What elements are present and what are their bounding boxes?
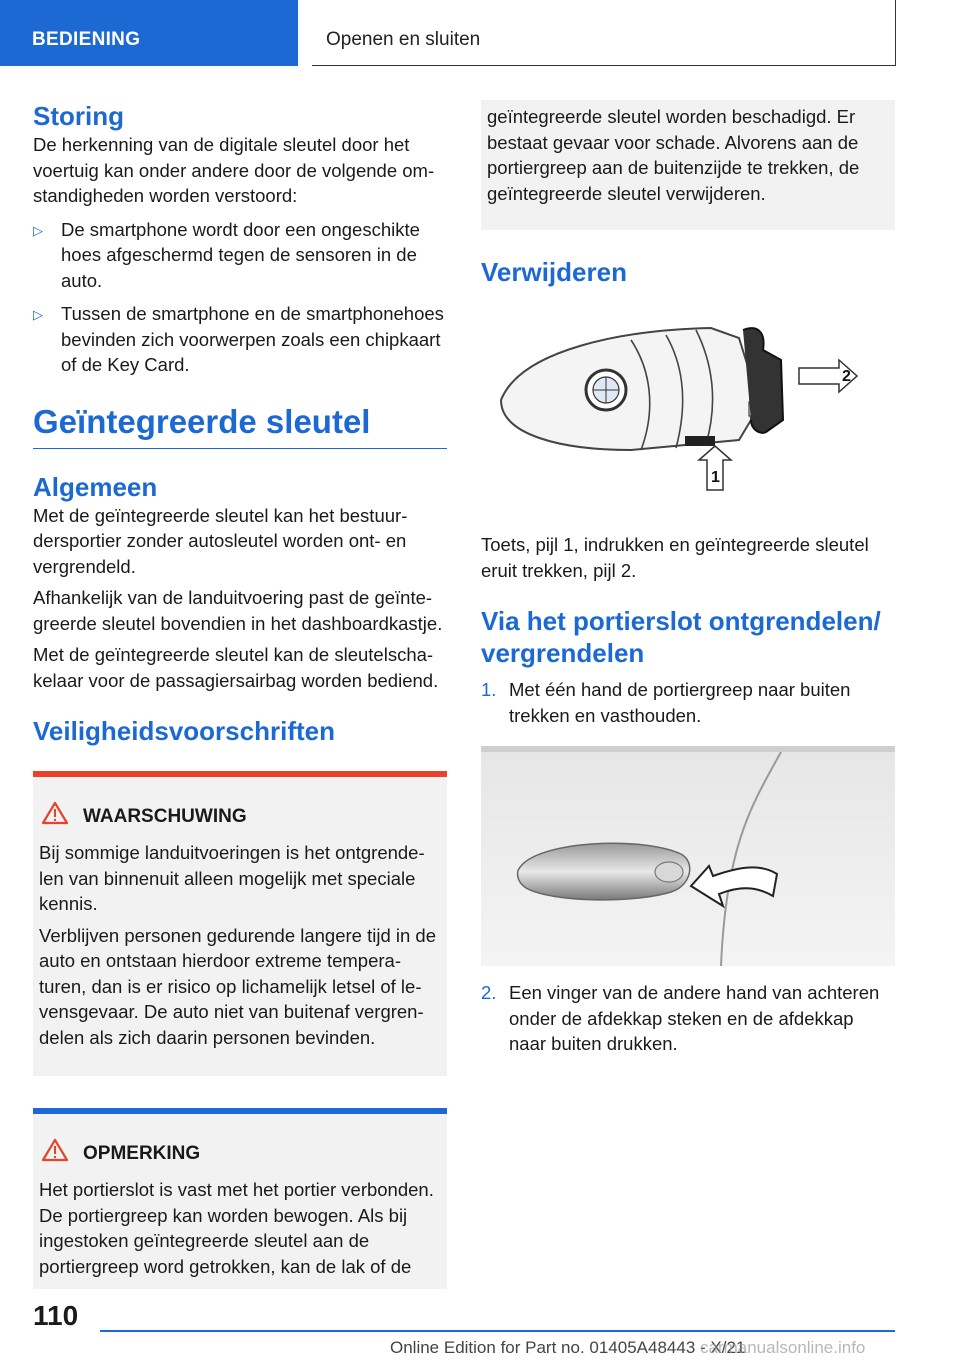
page-number: 110 bbox=[33, 1300, 79, 1331]
key-removal-figure bbox=[481, 310, 895, 510]
footer-watermark: carmanualsonline.info bbox=[700, 1338, 866, 1357]
warning-triangle-icon bbox=[41, 1138, 71, 1169]
algemeen-heading: Algemeen bbox=[33, 471, 158, 502]
key-fob-illustration bbox=[481, 310, 895, 510]
note-box-continued bbox=[481, 100, 895, 230]
veiligheid-heading: Veiligheidsvoorschriften bbox=[33, 716, 335, 746]
note-title: OPMERKING bbox=[39, 1138, 441, 1169]
note-text: geïntegreerde sleutel worden beschadigd. Er bestaat gevaar voor schade. Alvorens aan de portiergreep aan de buitenzijde te trekken, de geïntegreerde sleutel verwijderen. bbox=[487, 106, 860, 204]
right-column bbox=[481, 100, 895, 1065]
storing-list bbox=[33, 217, 447, 378]
list-item: 1. Met één hand de portiergreep naar buiten trekken en vasthouden. bbox=[481, 679, 851, 726]
steps-list bbox=[481, 677, 895, 728]
steps-list bbox=[481, 980, 895, 1057]
list-item: 2. Een vinger van de andere hand van achteren onder de afdekkap steken en de afdekkap naar buiten drukken. bbox=[481, 982, 880, 1054]
chapter-title: Geïntegreerde sleutel bbox=[33, 402, 447, 449]
verwijderen-heading: Verwijderen bbox=[481, 257, 627, 287]
note-box bbox=[33, 1108, 447, 1289]
arrow-label-2: 2 bbox=[842, 368, 851, 385]
warning-text: Verblijven personen gedurende langere tijd in de auto en ontstaan hierdoor extreme temperaturen, dan is er risico op lichamelijk letsel of levensgevaar. De auto niet van buitenaf vergrendelen als zich daarin personen bevinden. bbox=[39, 924, 437, 1048]
warning-triangle-icon bbox=[41, 801, 71, 832]
triangle-bullet-icon: ▷ bbox=[33, 307, 43, 322]
page-header bbox=[0, 0, 960, 66]
note-text: Het portierslot is vast met het portier verbonden. De portiergreep kan worden bewogen. Als bij ingestoken geïntegreerde sleutel aan de portiergreep word getrokken, kan de lak of de bbox=[39, 1179, 434, 1277]
footer-edition: Online Edition for Part no. 01405A48443 - X/21 bbox=[390, 1338, 746, 1357]
warning-title: WAARSCHUWING bbox=[39, 801, 441, 832]
section-tab: BEDIENING bbox=[0, 0, 298, 66]
storing-intro: De herkenning van de digitale sleutel door het voertuig kan onder andere door de volgende omstandigheden worden verstoord: bbox=[33, 134, 435, 206]
portierslot-heading: Via het portierslot ontgrendelen/ vergrendelen bbox=[481, 606, 881, 668]
door-handle-figure bbox=[481, 746, 895, 966]
arrow-label-1: 1 bbox=[711, 469, 720, 486]
triangle-bullet-icon: ▷ bbox=[33, 222, 43, 238]
chapter-tab: Openen en sluiten bbox=[312, 0, 896, 66]
storing-heading: Storing bbox=[33, 101, 124, 131]
algemeen-paragraph: Met de geïntegreerde sleutel kan de sleutelschakelaar voor de passagiersairbag worden bediend. bbox=[33, 644, 439, 691]
footer-divider bbox=[100, 1330, 895, 1332]
list-item: ▷ Tussen de smartphone en de smartphonehoes bevinden zich voorwerpen zoals een chipkaart of de Key Card. bbox=[33, 303, 444, 375]
left-column bbox=[33, 100, 447, 1289]
verwijderen-caption: Toets, pijl 1, indrukken en geïntegreerde sleutel eruit trekken, pijl 2. bbox=[481, 534, 869, 581]
warning-text: Bij sommige landuitvoeringen is het ontgrendelen van binnenuit alleen mogelijk met speciale kennis. bbox=[39, 842, 425, 914]
warning-box bbox=[33, 771, 447, 1076]
algemeen-paragraph: Afhankelijk van de landuitvoering past de geïntegreerde sleutel bovendien in het dashboardkastje. bbox=[33, 587, 443, 634]
list-item: ▷ De smartphone wordt door een ongeschikte hoes afgeschermd tegen de sensoren in de auto. bbox=[33, 218, 420, 291]
algemeen-paragraph: Met de geïntegreerde sleutel kan het bestuurdersportier zonder autosleutel worden ont- en vergrendeld. bbox=[33, 504, 408, 577]
door-handle-photo bbox=[481, 746, 895, 966]
